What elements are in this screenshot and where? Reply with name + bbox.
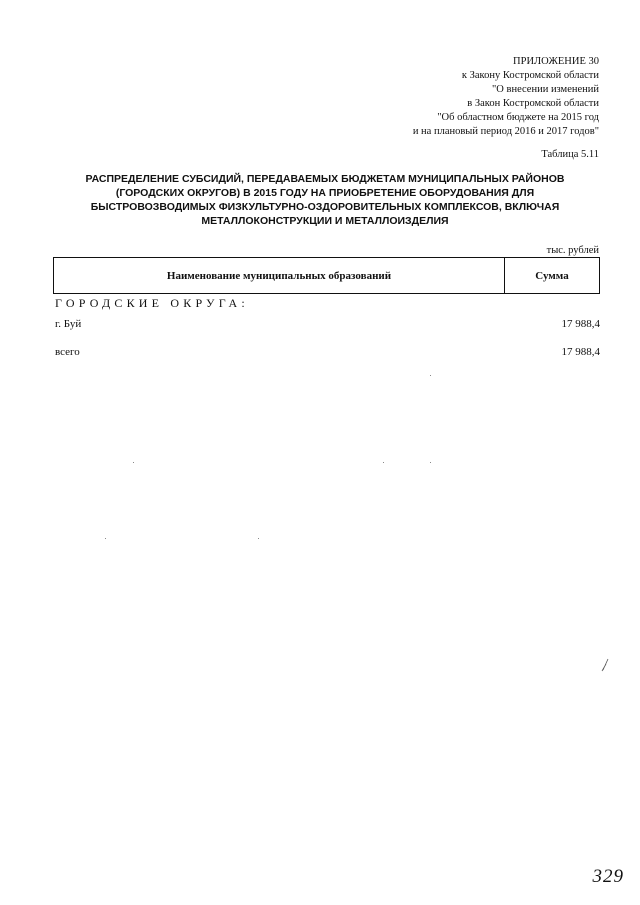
appendix-line: "О внесении изменений <box>492 84 599 95</box>
appendix-line: в Закон Костромской области <box>467 98 599 109</box>
column-header-name: Наименование муниципальных образований <box>54 258 505 293</box>
document-title: РАСПРЕДЕЛЕНИЕ СУБСИДИЙ, ПЕРЕДАВАЕМЫХ БЮДЖЕТАМ МУНИЦИПАЛЬНЫХ РАЙОНОВ (ГОРОДСКИХ ОКРУГОВ) В 2015 ГОДУ НА ПРИОБРЕТЕНИЕ ОБОРУДОВАНИЯ ДЛЯ БЫСТРОВОЗВОДИМЫХ ФИЗКУЛЬТУРНО-ОЗДОРОВИТЕЛЬНЫХ КОМПЛЕКСОВ, ВКЛЮЧАЯ МЕТАЛЛОКОНСТРУКЦИИ И МЕТАЛЛОИЗДЕЛИЯ <box>85 173 565 227</box>
scan-speck <box>133 462 134 463</box>
appendix-line: "Об областном бюджете на 2015 год <box>437 112 599 123</box>
page-number: 329 <box>592 866 624 887</box>
scan-speck <box>105 538 106 539</box>
scan-speck <box>383 462 384 463</box>
table-header <box>53 257 600 294</box>
appendix-line: ПРИЛОЖЕНИЕ 30 <box>513 56 599 67</box>
row-value: 17 988,4 <box>561 318 600 330</box>
scan-speck <box>258 538 259 539</box>
scan-speck <box>430 462 431 463</box>
appendix-line: к Закону Костромской области <box>461 70 599 81</box>
appendix-line: и на плановый период 2016 и 2017 годов" <box>412 126 599 137</box>
column-header-sum: Сумма <box>535 269 569 282</box>
scan-speck <box>430 375 431 376</box>
pen-mark <box>600 658 610 672</box>
row-name: г. Буй <box>55 318 82 330</box>
row-value: 17 988,4 <box>561 346 600 358</box>
units-label: тыс. рублей <box>546 245 599 256</box>
section-label: ГОРОДСКИЕ ОКРУГА: <box>55 296 249 310</box>
appendix-header <box>299 55 599 139</box>
table-number: Таблица 5.11 <box>541 149 599 160</box>
row-name: всего <box>55 346 80 358</box>
